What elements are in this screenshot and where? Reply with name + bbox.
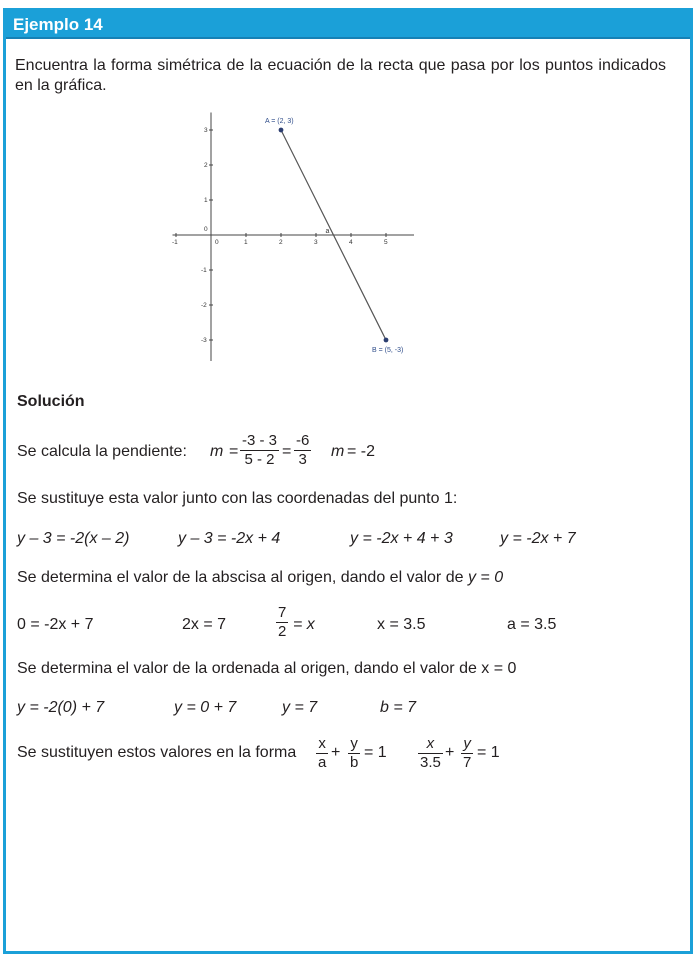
solution-heading: Solución	[17, 393, 85, 410]
point-b-label: B = (5, -3)	[372, 347, 404, 354]
fraction-numerator: x	[318, 735, 326, 752]
abscissa-sentence: Se determina el valor de la abscisa al origen, dando el valor de	[17, 569, 464, 586]
equation: y = 0 + 7	[174, 699, 237, 716]
y-tick-label: -2	[201, 302, 207, 309]
equation: 0 = -2x + 7	[17, 616, 94, 633]
abscissa-variable: y = 0	[467, 569, 504, 586]
plus-sign: +	[331, 744, 341, 761]
fraction-x-over-a	[316, 735, 328, 772]
abscissa-text	[17, 568, 503, 588]
equation: x = 3.5	[377, 616, 426, 633]
y-tick-label: 1	[204, 197, 208, 204]
fraction-denominator: 5 - 2	[240, 450, 279, 469]
substitute-text: Se sustituye esta valor junto con las coordenadas del punto 1:	[17, 490, 458, 507]
equation: 2x = 7	[182, 616, 227, 633]
y-tick-label: 2	[204, 162, 208, 169]
equation: y – 3 = -2x + 4	[178, 530, 281, 547]
y-tick-label: 3	[204, 127, 208, 134]
x-tick-label: 3	[314, 239, 318, 246]
fraction-numerator: -6	[296, 432, 310, 449]
point-a-label: A = (2, 3)	[265, 118, 294, 125]
equation: b = 7	[380, 699, 417, 716]
fraction-numerator: -3 - 3	[242, 432, 278, 449]
slope-result: = -2	[347, 443, 376, 460]
example-header	[6, 11, 690, 39]
fraction-denominator: a	[318, 754, 327, 771]
equation: a = 3.5	[507, 616, 557, 633]
fraction-seven-halves	[276, 604, 288, 641]
result-m: m	[331, 443, 345, 460]
ordinate-text: Se determina el valor de la ordenada al origen, dando el valor de x = 0	[17, 660, 517, 677]
example-title: Ejemplo 14	[13, 15, 103, 34]
equals-one: = 1	[477, 744, 500, 761]
fraction-numerator: y	[350, 735, 358, 752]
slope-m: m	[210, 443, 224, 460]
slope-text: Se calcula la pendiente:	[17, 443, 187, 460]
fraction-denominator: 2	[278, 623, 287, 640]
problem-statement: Encuentra la forma simétrica de la ecuación de la recta que pasa por los puntos indicados en la gráfica.	[15, 57, 666, 94]
fraction-y-over-7	[461, 735, 473, 772]
point-a	[279, 128, 284, 133]
fraction-numerator: y	[463, 735, 471, 752]
fraction-x-over-3-5	[418, 735, 443, 772]
x-tick-label: 5	[384, 239, 388, 246]
fraction-numerator: x	[426, 735, 435, 752]
fraction-denominator: 3.5	[420, 754, 441, 771]
x-tick-label: 2	[279, 239, 283, 246]
equation: y = -2x + 4 + 3	[350, 530, 453, 547]
slope-fraction-2	[294, 432, 311, 469]
intercept-label: a	[325, 228, 330, 235]
equation: = x	[293, 616, 315, 633]
y-tick-label: -3	[201, 337, 207, 344]
equals-one: = 1	[364, 744, 387, 761]
fraction-numerator: 7	[278, 604, 287, 621]
equation: y = 7	[282, 699, 318, 716]
form-text: Se sustituyen estos valores en la forma	[17, 744, 297, 761]
x-tick-label: -1	[172, 239, 178, 246]
fraction-y-over-b	[348, 735, 360, 772]
fraction-denominator: 3	[294, 450, 311, 469]
y-tick-label: 0	[204, 226, 208, 233]
x-tick-label: 1	[244, 239, 248, 246]
equation: y = -2(0) + 7	[17, 699, 105, 716]
x-tick-label: 4	[349, 239, 353, 246]
fraction-denominator: b	[350, 754, 359, 771]
fraction-denominator: 7	[463, 754, 472, 771]
slope-fraction-1	[240, 432, 279, 469]
equation: y = -2x + 7	[500, 530, 576, 547]
equation: y – 3 = -2(x – 2)	[17, 530, 130, 547]
x-tick-label: 0	[215, 239, 219, 246]
series	[265, 118, 403, 354]
plus-sign: +	[445, 744, 455, 761]
point-b	[384, 338, 389, 343]
equals-sign: =	[282, 443, 292, 460]
equals-sign: =	[229, 443, 239, 460]
y-tick-label: -1	[201, 267, 207, 274]
line-graph	[160, 105, 440, 370]
